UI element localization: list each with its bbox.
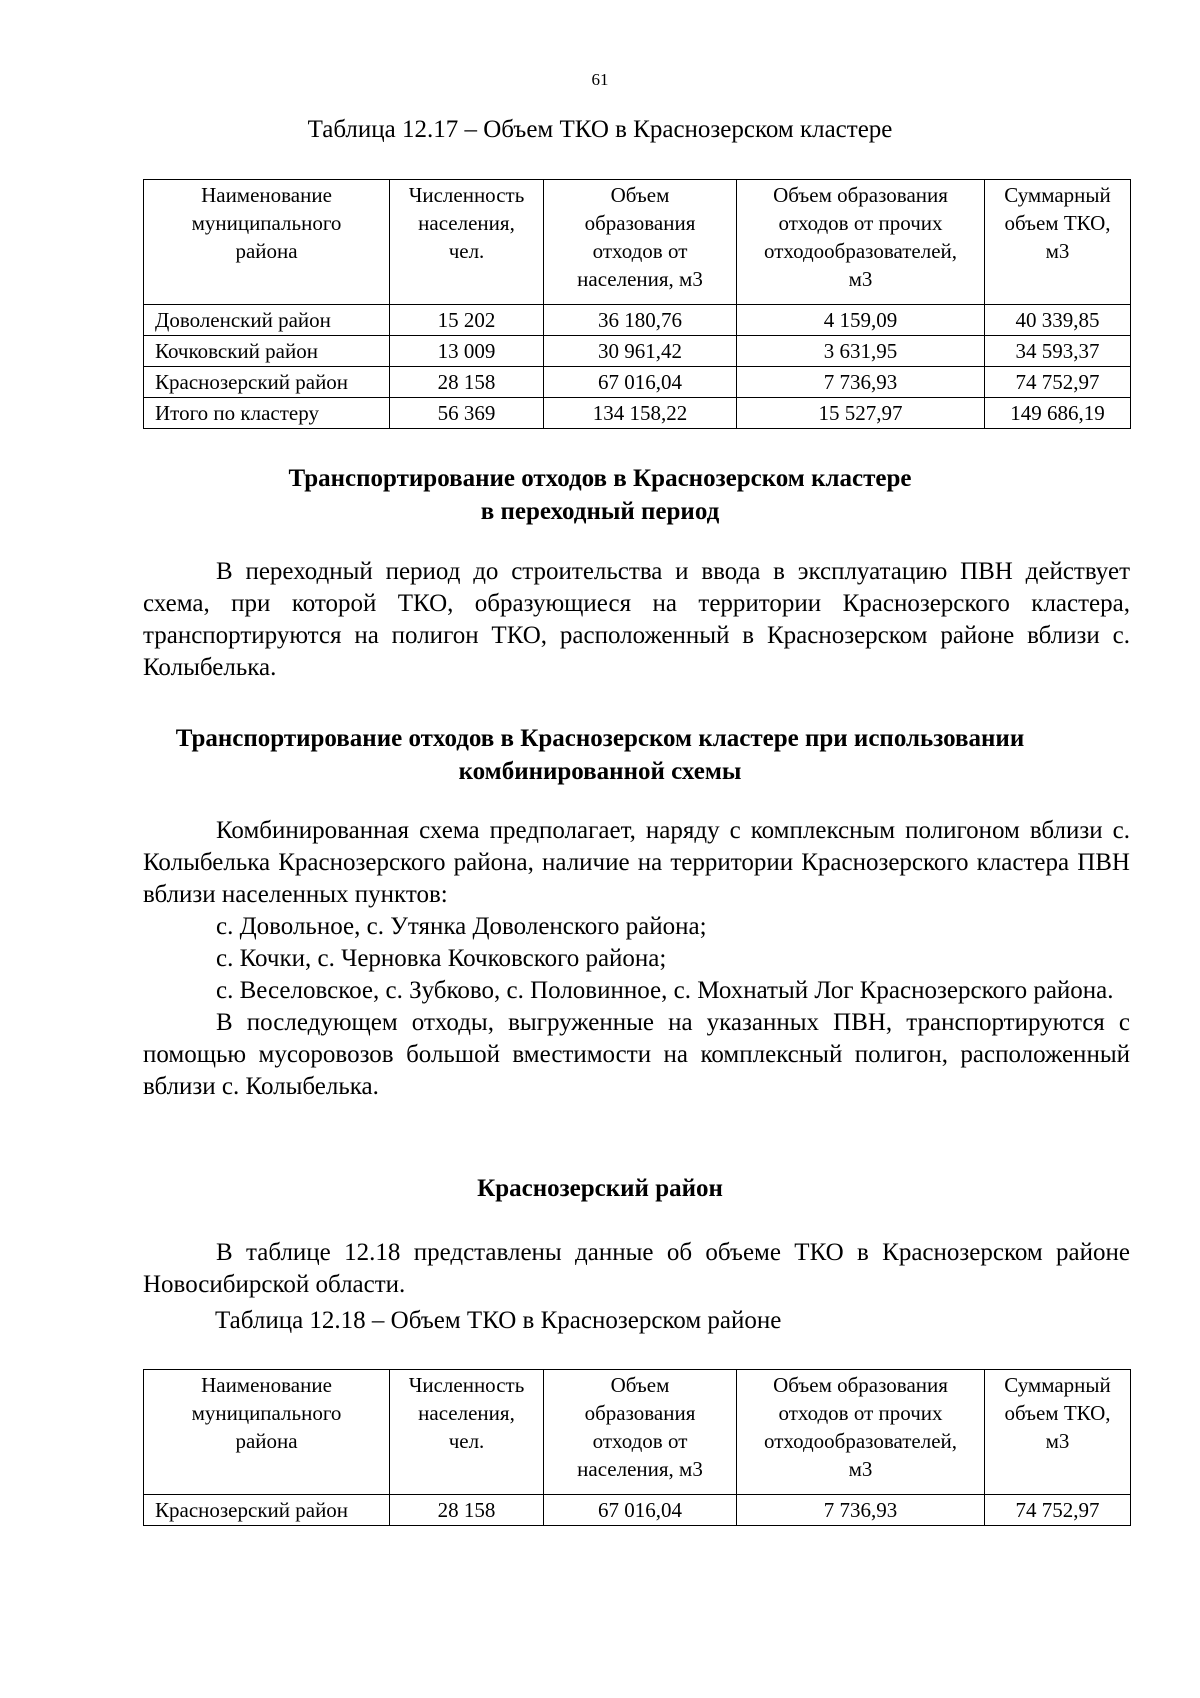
- list-item: с. Веселовское, с. Зубково, с. Половинное, с. Мохнатый Лог Краснозерского района.: [216, 977, 1114, 1004]
- header-line: отходообразователей,: [763, 239, 958, 263]
- heading-line: комбинированной схемы: [458, 758, 742, 785]
- value-cell: 13 009: [390, 336, 544, 367]
- column-header: [544, 1370, 737, 1495]
- value-cell: 7 736,93: [737, 367, 985, 398]
- value-cell: 30 961,42: [544, 336, 737, 367]
- district-name-cell: Итого по кластеру: [144, 398, 390, 429]
- section1-body: [143, 556, 1130, 684]
- paragraph: Комбинированная схема предполагает, наряду с комплексным полигоном вблизи с. Колыбелька Краснозерского района, наличие на территории Краснозерского кластера ПВН вблизи населенных пунктов:: [143, 817, 1130, 908]
- table-row: [144, 367, 1131, 398]
- value-cell: 3 631,95: [737, 336, 985, 367]
- header-line: населения, м3: [577, 1457, 703, 1481]
- value-cell: 4 159,09: [737, 305, 985, 336]
- header-line: населения,: [418, 211, 515, 235]
- page-number: 61: [591, 70, 609, 89]
- header-line: м3: [1045, 1429, 1070, 1453]
- value-cell: 40 339,85: [985, 305, 1131, 336]
- table-row: [144, 398, 1131, 429]
- paragraph: В переходный период до строительства и ввода в эксплуатацию ПВН действует схема, при которой ТКО, образующиеся на территории Краснозерского кластера, транспортируются на полигон ТКО, расположенный в Краснозерском районе вблизи с. Колыбелька.: [143, 558, 1130, 681]
- value-cell: 15 527,97: [737, 398, 985, 429]
- column-header: [985, 180, 1131, 305]
- heading-line: Транспортирование отходов в Краснозерском кластере: [288, 465, 912, 492]
- value-cell: 36 180,76: [544, 305, 737, 336]
- table-header-row: [144, 1370, 1131, 1495]
- list-item: с. Кочки, с. Черновка Кочковского района;: [216, 945, 667, 972]
- header-line: района: [235, 239, 298, 263]
- heading-line: в переходный период: [480, 498, 720, 525]
- header-line: Объем: [610, 183, 670, 207]
- header-line: отходообразователей,: [763, 1429, 958, 1453]
- header-line: муниципального: [191, 1401, 342, 1425]
- paragraph: В таблице 12.18 представлены данные об объеме ТКО в Краснозерском районе Новосибирской области.: [143, 1239, 1130, 1298]
- section-heading-district: Краснозерский район: [477, 1175, 723, 1202]
- header-line: объем ТКО,: [1004, 1401, 1111, 1425]
- list-item: с. Довольное, с. Утянка Доволенского района;: [216, 913, 707, 940]
- value-cell: 15 202: [390, 305, 544, 336]
- header-line: района: [235, 1429, 298, 1453]
- district-name-cell: Доволенский район: [144, 305, 390, 336]
- column-header: [737, 180, 985, 305]
- header-line: Наименование: [201, 1373, 332, 1397]
- header-line: отходов от прочих: [778, 211, 943, 235]
- column-header: [544, 180, 737, 305]
- heading-line: Транспортирование отходов в Краснозерском кластере при использовании: [175, 725, 1025, 752]
- table2-caption: Таблица 12.18 – Объем ТКО в Краснозерском районе: [215, 1307, 782, 1334]
- table1-caption: Таблица 12.17 – Объем ТКО в Краснозерском кластере: [307, 116, 893, 143]
- table-row: [144, 1495, 1131, 1526]
- header-line: отходов от: [592, 239, 688, 263]
- value-cell: 34 593,37: [985, 336, 1131, 367]
- header-line: Объем образования: [773, 1373, 948, 1397]
- column-header: [144, 1370, 390, 1495]
- header-line: чел.: [448, 1429, 485, 1453]
- value-cell: 7 736,93: [737, 1495, 985, 1526]
- header-line: Наименование: [201, 183, 332, 207]
- header-line: отходов от прочих: [778, 1401, 943, 1425]
- header-line: Суммарный: [1004, 1373, 1111, 1397]
- header-line: м3: [848, 1457, 873, 1481]
- header-line: муниципального: [191, 211, 342, 235]
- column-header: [737, 1370, 985, 1495]
- value-cell: 28 158: [390, 1495, 544, 1526]
- header-line: отходов от: [592, 1429, 688, 1453]
- header-line: м3: [848, 267, 873, 291]
- section-heading-combined: [0, 722, 1200, 788]
- value-cell: 134 158,22: [544, 398, 737, 429]
- header-line: образования: [584, 1401, 696, 1425]
- value-cell: 67 016,04: [544, 367, 737, 398]
- value-cell: 74 752,97: [985, 1495, 1131, 1526]
- value-cell: 56 369: [390, 398, 544, 429]
- section-heading-transitional: [0, 462, 1200, 528]
- header-line: населения, м3: [577, 267, 703, 291]
- table2: [143, 1369, 1131, 1526]
- header-line: Численность: [408, 183, 525, 207]
- value-cell: 149 686,19: [985, 398, 1131, 429]
- column-header: [390, 1370, 544, 1495]
- header-line: населения,: [418, 1401, 515, 1425]
- header-line: Объем: [610, 1373, 670, 1397]
- value-cell: 74 752,97: [985, 367, 1131, 398]
- header-line: м3: [1045, 239, 1070, 263]
- header-line: Суммарный: [1004, 183, 1111, 207]
- section2-body: [143, 815, 1130, 1103]
- paragraph: В последующем отходы, выгруженные на указанных ПВН, транспортируются с помощью мусоровозов большой вместимости на комплексный полигон, расположенный вблизи с. Колыбелька.: [143, 1009, 1130, 1100]
- header-line: Объем образования: [773, 183, 948, 207]
- column-header: [390, 180, 544, 305]
- header-line: образования: [584, 211, 696, 235]
- value-cell: 28 158: [390, 367, 544, 398]
- column-header: [144, 180, 390, 305]
- header-line: Численность: [408, 1373, 525, 1397]
- district-name-cell: Краснозерский район: [144, 367, 390, 398]
- value-cell: 67 016,04: [544, 1495, 737, 1526]
- table1: [143, 179, 1131, 429]
- district-name-cell: Краснозерский район: [144, 1495, 390, 1526]
- table-header-row: [144, 180, 1131, 305]
- table-row: [144, 305, 1131, 336]
- district-name-cell: Кочковский район: [144, 336, 390, 367]
- header-line: объем ТКО,: [1004, 211, 1111, 235]
- table-row: [144, 336, 1131, 367]
- section3-body: [143, 1237, 1130, 1301]
- header-line: чел.: [448, 239, 485, 263]
- column-header: [985, 1370, 1131, 1495]
